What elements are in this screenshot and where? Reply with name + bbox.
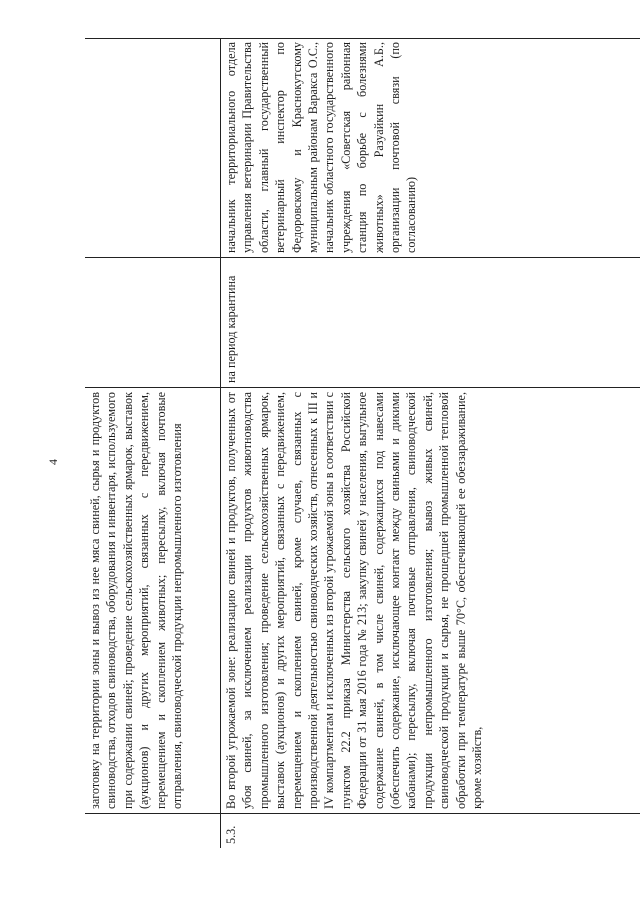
table-row (220, 38, 640, 848)
term-cell: на период карантина (221, 258, 640, 388)
page-number: 4 (46, 459, 60, 465)
responsible-cell: начальник территориального отдела управления ветеринарии Правительства области, главный государственный ветеринарный инспектор по Федоровскому и Краснокутскому муниципальным районам Варакса О.С., начальник областного государственного учреждения «Советская районная станция по борьбе с болезнями животных» Разуайкин А.Б., организации почтовой связи (по согласованию) (221, 38, 640, 258)
measure-text-cell: заготовку на территории зоны и вывоз из нее мяса свиней, сырья и продуктов свиноводства, отходов свиноводства, оборудования и инвентаря, используемого при содержании свиней; проведение сельскохозяйственных ярмарок, выставок (аукционов) и других мероприятий, связанных с передвижением, перемещением и скоплением животных; пересылку, включая почтовые отправления, свиноводческой продукции непромышленного изготовления (85, 388, 220, 814)
item-number-cell: 5.3. (224, 825, 238, 844)
item-number-cell (85, 814, 220, 848)
document-sheet (85, 38, 640, 848)
measure-text-cell: Во второй угрожаемой зоне: реализацию свиней и продуктов, полученных от убоя свиней, за исключением реализации продуктов животноводства промышленного изготовления; проведение сельскохозяйственных ярмарок, выставок (аукционов) и других мероприятий, связанных с передвижением, перемещением и скоплением свиней, кроме случаев, связанных с производственной деятельностью свиноводческих хозяйств, отнесенных к III и IV компартментам и исключенных из второй угрожаемой зоны в соответствии с пунктом 22.2 приказа Министерства сельского хозяйства Российской Федерации от 31 мая 2016 года № 213; закупку свиней у населения, выгульное содержание свиней, в том числе свиней, содержащихся под навесами (обеспечить содержание, исключающее контакт между свиньями и дикими кабанами); пересылку, включая почтовые отправления, свиноводческой продукции непромышленного изготовления; вывоз живых свиней, свиноводческой продукции и сырья, не прошедшей промышленной тепловой обработки при температуре выше 70°С, обеспечивающей ее обеззараживание, кроме хозяйств, (221, 388, 640, 814)
term-cell (85, 258, 220, 388)
responsible-cell (85, 38, 220, 258)
measures-table (85, 38, 640, 848)
table-row (85, 38, 220, 848)
